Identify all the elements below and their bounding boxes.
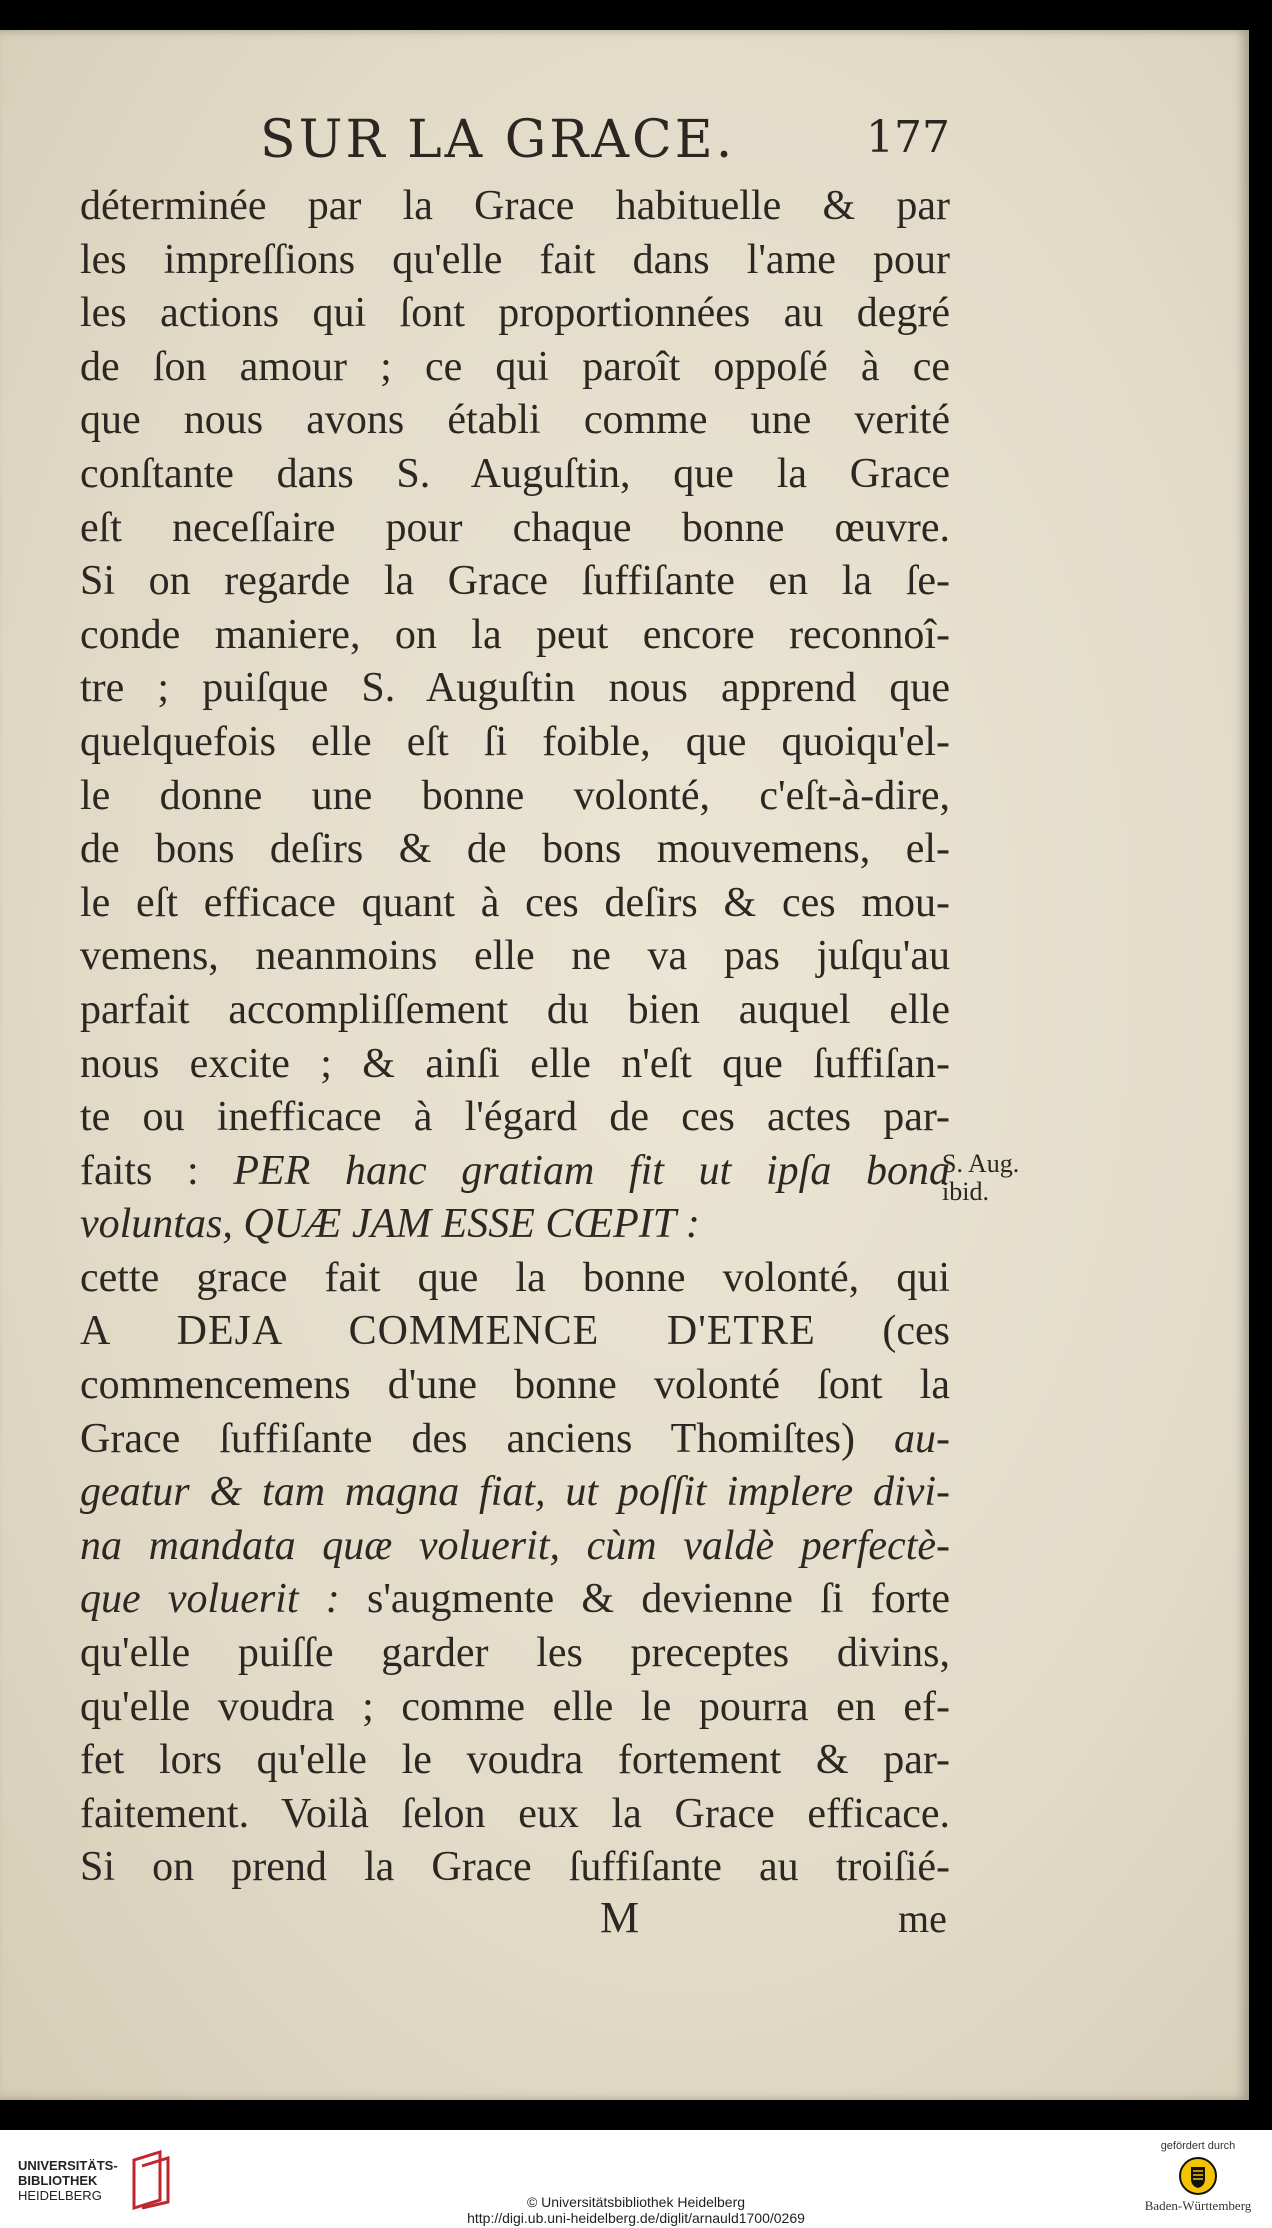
text-line-latin: [80, 1466, 950, 1520]
text-line: [80, 1413, 950, 1467]
copyright-block: [0, 2194, 1272, 2226]
text-line: les actions qui ſont proportionnées au degré: [80, 290, 950, 337]
text-line: tre ; puiſque S. Auguſtin nous apprend que: [80, 665, 950, 712]
line-rest: s'augmente & devienne ſi forte: [367, 1576, 950, 1623]
latin-quotation: geatur & tam magna fiat, ut poſſit implere divi-: [80, 1469, 950, 1516]
text-line: déterminée par la Grace habituelle & par: [80, 183, 950, 229]
text-line: de bons deſirs & de bons mouvemens, el-: [80, 826, 950, 873]
running-head-title: SUR LA GRACE.: [260, 110, 736, 170]
text-line: Si on prend la Grace ſuffiſante au troiſié-: [80, 1844, 950, 1891]
text-line: conde maniere, on la peut encore reconnoî-: [80, 611, 950, 658]
text-line: fet lors qu'elle le voudra fortement & par-: [80, 1737, 950, 1784]
body-text: [80, 180, 950, 1895]
sponsor-block: [1138, 2140, 1258, 2214]
signature-mark: M: [600, 1893, 640, 1942]
library-name-line1: UNIVERSITÄTS-: [18, 2158, 118, 2173]
latin-quotation: que voluerit :: [80, 1576, 340, 1623]
latin-quotation: na mandata quæ voluerit, cùm valdè perfectè-: [80, 1522, 950, 1569]
text-line: cette grace fait que la bonne volonté, qui: [80, 1254, 950, 1301]
text-line: vemens, neanmoins elle ne va pas juſqu'au: [80, 933, 950, 980]
copyright-text: © Universitätsbibliothek Heidelberg: [526, 2194, 746, 2210]
latin-quotation: PER hanc gratiam fit ut ipſa bona: [233, 1147, 950, 1194]
text-line: de ſon amour ; ce qui paroît oppoſé à ce: [80, 343, 950, 390]
text-line-latin-quote: [80, 1198, 950, 1252]
text-line: faitement. Voilà ſelon eux la Grace efficace.: [80, 1790, 950, 1837]
text-line: commencemens d'une bonne volonté ſont la: [80, 1362, 950, 1409]
text-line: conſtante dans S. Auguſtin, que la Grace: [80, 450, 950, 497]
sponsor-label: gefördert durch: [1160, 2140, 1236, 2152]
page-edge-shadow: [1249, 30, 1272, 2100]
running-head: [80, 110, 950, 180]
text-line: le donne une bonne volonté, c'eſt-à-dire,: [80, 772, 950, 819]
text-line: parfait accompliſſement du bien auquel elle: [80, 986, 950, 1033]
library-name-line2: BIBLIOTHEK: [18, 2173, 98, 2188]
line-prefix: faits :: [80, 1147, 199, 1194]
text-line-caps: [80, 1305, 950, 1359]
catchword: me: [898, 1896, 947, 1941]
latin-quotation: au-: [894, 1415, 950, 1462]
library-name-line3: HEIDELBERG: [18, 2188, 102, 2203]
margin-note-ref: S. Aug.: [942, 1149, 1020, 1178]
text-line: nous excite ; & ainſi elle n'eſt que ſuffiſan-: [80, 1040, 950, 1087]
text-line: quelquefois elle eſt ſi foible, que quoiqu'el-: [80, 718, 950, 765]
text-line-latin: [80, 1520, 950, 1574]
text-line: Si on regarde la Grace ſuffiſante en la ſe-: [80, 558, 950, 605]
margin-note: [942, 1150, 1042, 1206]
text-line: qu'elle voudra ; comme elle le pourra en ef-: [80, 1683, 950, 1730]
sponsor-name: Baden-Württemberg: [1144, 2198, 1252, 2213]
text-line: que nous avons établi comme une verité: [80, 397, 950, 444]
line-rest: (ces: [882, 1308, 950, 1355]
small-caps-phrase: A DEJA COMMENCE D'ETRE: [80, 1308, 816, 1355]
text-line: le eſt efficace quant à ces deſirs & ces mou-: [80, 879, 950, 926]
text-line: qu'elle puiſſe garder les preceptes divins,: [80, 1630, 950, 1677]
margin-note-ibid: ibid.: [942, 1177, 989, 1206]
text-line: [80, 1573, 950, 1627]
text-line-latin-quote: [80, 1145, 950, 1199]
line-text: Grace ſuffiſante des anciens Thomiſtes): [80, 1415, 855, 1462]
page-number: 177: [866, 112, 950, 163]
permalink[interactable]: http://digi.ub.uni-heidelberg.de/diglit/arnauld1700/0269: [467, 2210, 805, 2226]
state-crest-icon[interactable]: [1178, 2156, 1218, 2196]
viewer-footer: [0, 2130, 1272, 2228]
latin-quotation: voluntas, QUÆ JAM ESSE CŒPIT :: [80, 1201, 700, 1248]
text-line: eſt neceſſaire pour chaque bonne œuvre.: [80, 504, 950, 551]
text-line: les impreſſions qu'elle fait dans l'ame pour: [80, 236, 950, 283]
text-line: te ou inefficace à l'égard de ces actes par-: [80, 1094, 950, 1141]
